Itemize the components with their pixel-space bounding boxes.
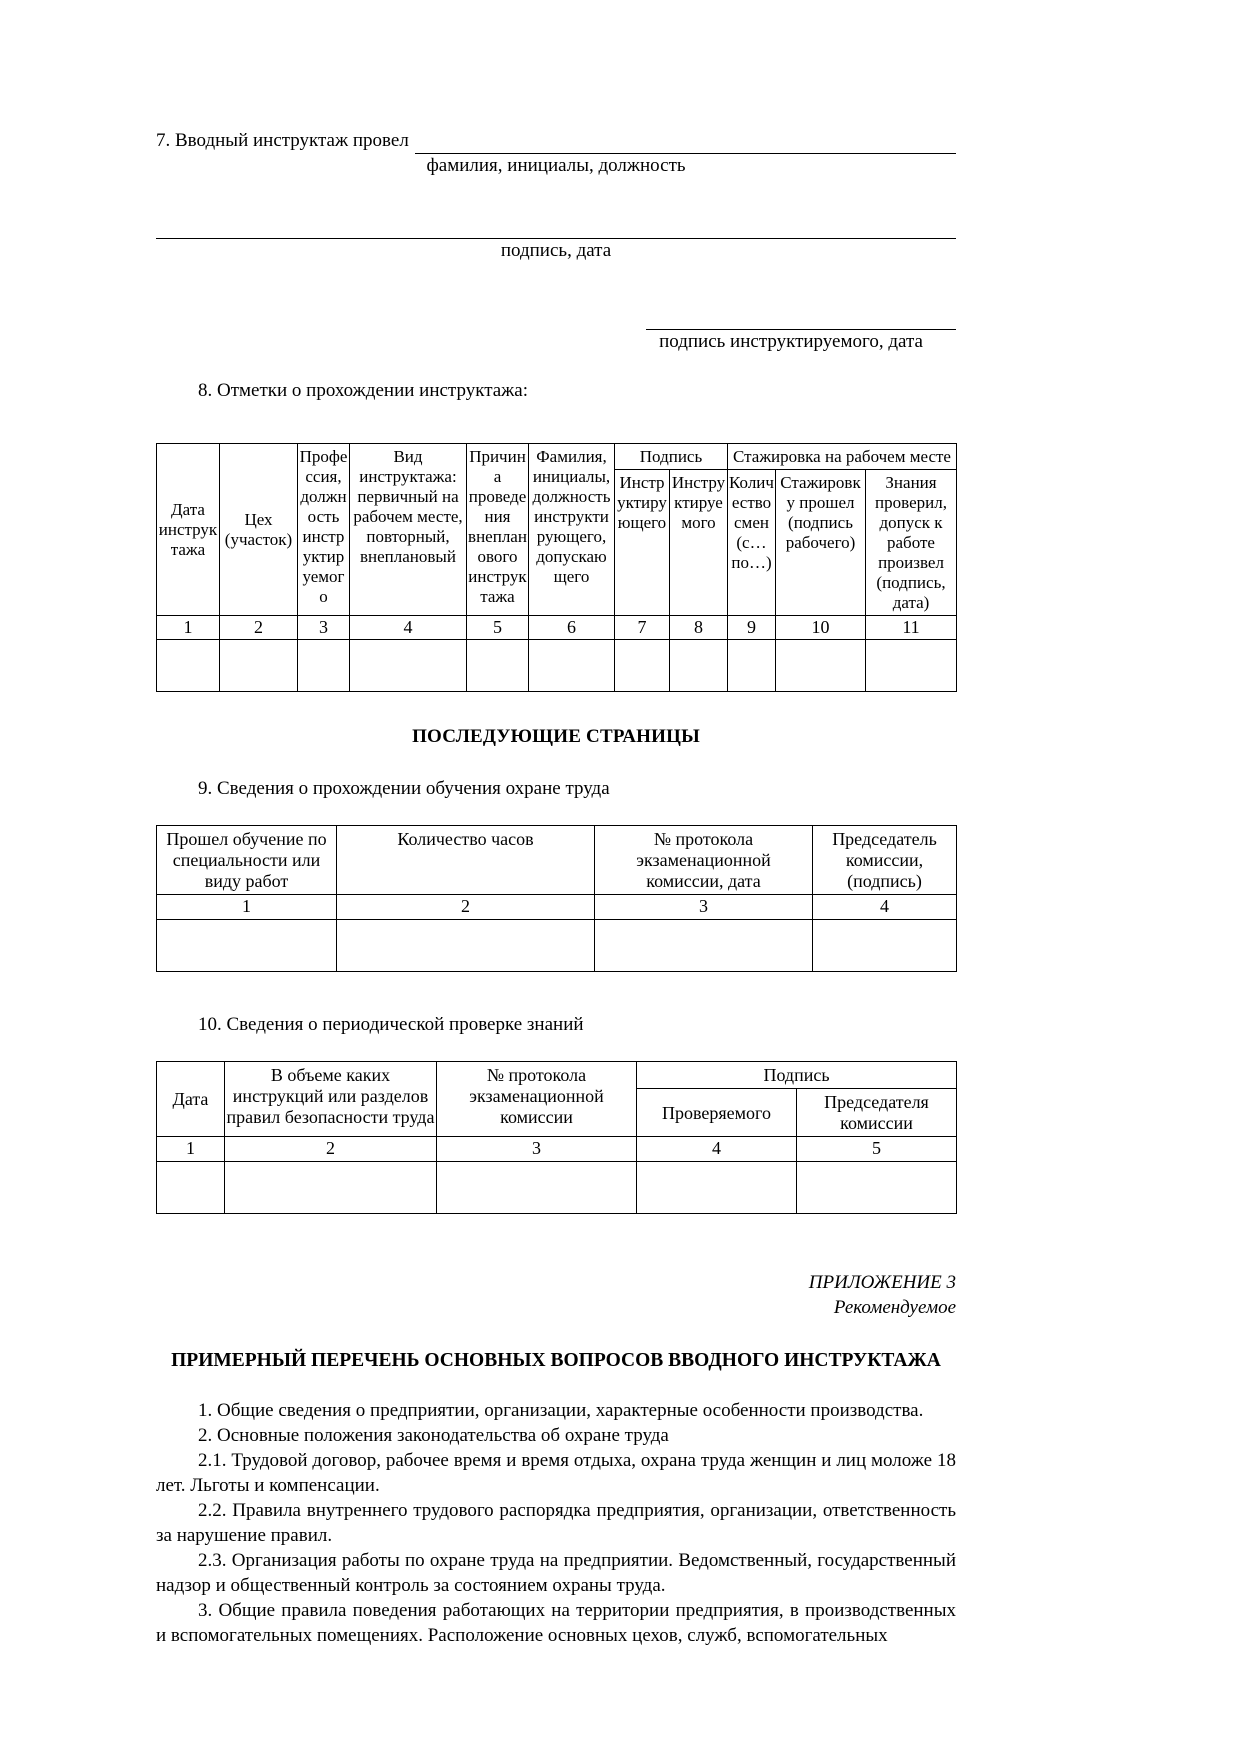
paragraph-2: 2. Основные положения законодательства об охране труда — [198, 1425, 669, 1446]
appendix-title: ПРИМЕРНЫЙ ПЕРЕЧЕНЬ ОСНОВНЫХ ВОПРОСОВ ВВОДНОГО ИНСТРУКТАЖА — [171, 1350, 941, 1371]
num-1: 1 — [157, 616, 220, 640]
cell-empty[interactable] — [776, 640, 866, 692]
th-knowledge-check: Знания проверил, допуск к работе произвел (подпись, дата) — [866, 470, 957, 616]
section7-fill-rule-2[interactable] — [156, 218, 956, 239]
document-content — [156, 128, 956, 1648]
cell-empty[interactable] — [337, 920, 595, 972]
num-2: 2 — [337, 895, 595, 920]
th-chairman: Председатель комиссии, (подпись) — [813, 826, 957, 895]
num-2: 2 — [220, 616, 298, 640]
num-5: 5 — [467, 616, 529, 640]
cell-empty[interactable] — [157, 1162, 225, 1214]
th-group-internship: Стажировка на рабочем месте — [728, 444, 957, 470]
section10-label: 10. Сведения о периодической проверке знаний — [198, 1014, 584, 1035]
table-header-row-group — [157, 1062, 957, 1089]
table-header-row-group — [157, 444, 957, 470]
num-4: 4 — [637, 1137, 797, 1162]
th-sign-instructor: Инструктирующего — [615, 470, 670, 616]
th-date: Дата инструктажа — [157, 444, 220, 616]
cell-empty[interactable] — [670, 640, 728, 692]
paragraph-3: 3. Общие правила поведения работающих на территории предприятия, в производственных и вспомогательных помещениях. Расположение основных цехов, служб, вспомогательных — [156, 1600, 956, 1646]
instruction-records-table — [156, 443, 957, 692]
th-sign-chairman: Председателя комиссии — [797, 1089, 957, 1137]
th-group-signature: Подпись — [615, 444, 728, 470]
section7-fill-rule-3[interactable] — [646, 309, 956, 330]
section7-caption-3: подпись инструктируемого, дата — [659, 331, 923, 352]
th-date: Дата — [157, 1062, 225, 1137]
paragraph-2-2: 2.2. Правила внутреннего трудового распорядка предприятия, организации, ответственность за нарушение правил. — [156, 1500, 956, 1546]
cell-empty[interactable] — [157, 640, 220, 692]
appendix-number: ПРИЛОЖЕНИЕ 3 — [808, 1272, 956, 1293]
section9-label: 9. Сведения о прохождении обучения охране труда — [198, 778, 610, 799]
cell-empty[interactable] — [298, 640, 350, 692]
cell-empty[interactable] — [728, 640, 776, 692]
table-row[interactable] — [157, 640, 957, 692]
paragraph-2-3: 2.3. Организация работы по охране труда на предприятии. Ведомственный, государственный надзор и общественный контроль за состоянием охраны труда. — [156, 1550, 956, 1596]
th-training-specialty: Прошел обучение по специальности или виду работ — [157, 826, 337, 895]
cell-empty[interactable] — [529, 640, 615, 692]
section7-line — [156, 128, 956, 154]
training-info-table — [156, 825, 957, 972]
num-11: 11 — [866, 616, 957, 640]
th-profession: Профессия, должность инструктируемого — [298, 444, 350, 616]
th-sign-checked-person: Проверяемого — [637, 1089, 797, 1137]
table-number-row — [157, 895, 957, 920]
paragraph-2-1: 2.1. Трудовой договор, рабочее время и время отдыха, охрана труда женщин и лиц моложе 18 лет. Льготы и компенсации. — [156, 1450, 956, 1496]
paragraph-1: 1. Общие сведения о предприятии, организации, характерные особенности производства. — [198, 1400, 924, 1421]
table-header-row — [157, 826, 957, 895]
th-hours: Количество часов — [337, 826, 595, 895]
num-7: 7 — [615, 616, 670, 640]
cell-empty[interactable] — [220, 640, 298, 692]
section7-label: 7. Вводный инструктаж провел — [156, 130, 409, 151]
th-name-position: Фамилия, инициалы, должность инструктирующего, допускающего — [529, 444, 615, 616]
th-scope: В объеме каких инструкций или разделов правил безопасности труда — [225, 1062, 437, 1137]
cell-empty[interactable] — [615, 640, 670, 692]
num-9: 9 — [728, 616, 776, 640]
cell-empty[interactable] — [437, 1162, 637, 1214]
section7-caption-2: подпись, дата — [500, 240, 612, 261]
cell-empty[interactable] — [225, 1162, 437, 1214]
th-reason: Причина проведения внепланового инструктажа — [467, 444, 529, 616]
th-protocol-number: № протокола экзаменационной комиссии — [437, 1062, 637, 1137]
subsequent-pages-heading: ПОСЛЕДУЮЩИЕ СТРАНИЦЫ — [412, 726, 700, 747]
table-row[interactable] — [157, 920, 957, 972]
section7-caption-1: фамилия, инициалы, должность — [426, 155, 686, 176]
num-1: 1 — [157, 1137, 225, 1162]
table-row[interactable] — [157, 1162, 957, 1214]
num-4: 4 — [813, 895, 957, 920]
cell-empty[interactable] — [157, 920, 337, 972]
cell-empty[interactable] — [797, 1162, 957, 1214]
num-10: 10 — [776, 616, 866, 640]
num-3: 3 — [437, 1137, 637, 1162]
th-internship-passed: Стажировку прошел (подпись рабочего) — [776, 470, 866, 616]
table-number-row — [157, 616, 957, 640]
appendix-subtitle: Рекомендуемое — [833, 1297, 956, 1318]
num-3: 3 — [298, 616, 350, 640]
th-group-signature: Подпись — [637, 1062, 957, 1089]
cell-empty[interactable] — [866, 640, 957, 692]
th-sign-instructed: Инструктируемого — [670, 470, 728, 616]
table-number-row — [157, 1137, 957, 1162]
cell-empty[interactable] — [813, 920, 957, 972]
num-3: 3 — [595, 895, 813, 920]
th-instruction-type: Вид инструктажа: первичный на рабочем месте, повторный, внеплановый — [350, 444, 467, 616]
th-shift-count: Количество смен (с… по…) — [728, 470, 776, 616]
num-2: 2 — [225, 1137, 437, 1162]
num-8: 8 — [670, 616, 728, 640]
cell-empty[interactable] — [350, 640, 467, 692]
section8-label: 8. Отметки о прохождении инструктажа: — [198, 380, 529, 401]
periodic-knowledge-check-table — [156, 1061, 957, 1214]
th-protocol-number: № протокола экзаменационной комиссии, дата — [595, 826, 813, 895]
num-1: 1 — [157, 895, 337, 920]
section7-fill-rule-1[interactable] — [415, 134, 956, 154]
cell-empty[interactable] — [595, 920, 813, 972]
num-5: 5 — [797, 1137, 957, 1162]
num-6: 6 — [529, 616, 615, 640]
cell-empty[interactable] — [467, 640, 529, 692]
th-shop: Цех (участок) — [220, 444, 298, 616]
num-4: 4 — [350, 616, 467, 640]
cell-empty[interactable] — [637, 1162, 797, 1214]
